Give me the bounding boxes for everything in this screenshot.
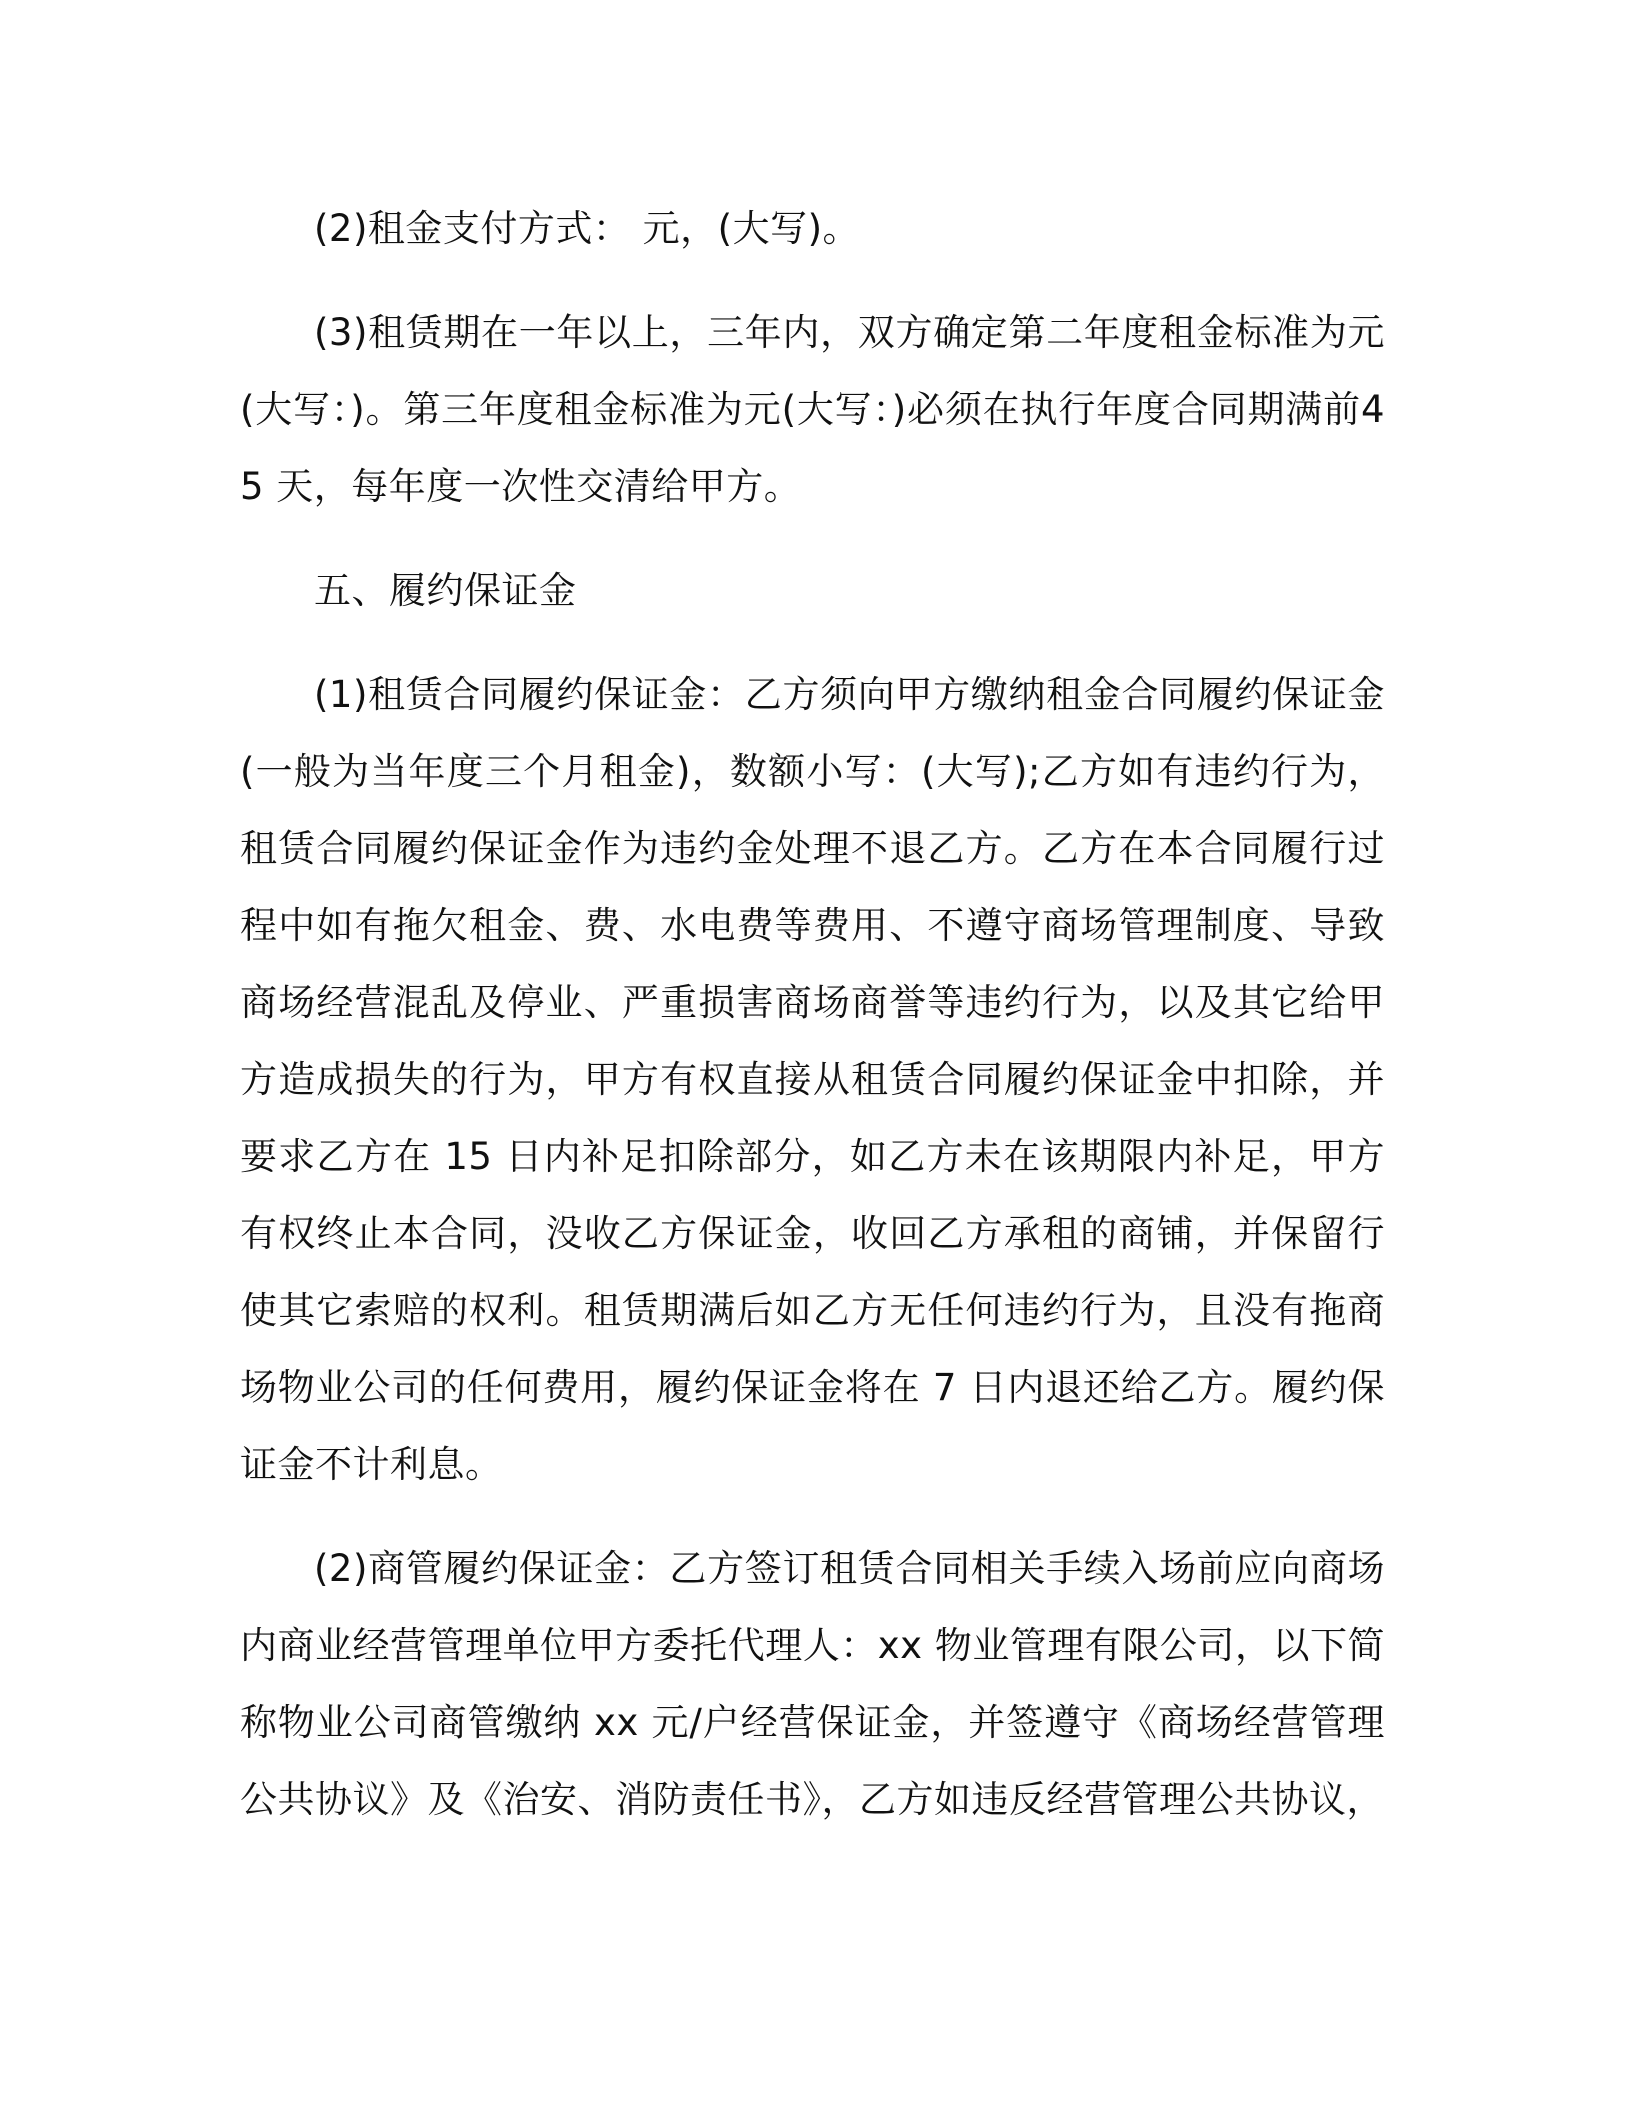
document-body [240,190,1385,1865]
paragraph-rent-standard-years: (3)租赁期在一年以上，三年内，双方确定第二年度租金标准为元(大写：)。第三年度租金标准为元(大写：)必须在执行年度合同期满前45 天，每年度一次性交清给甲方。 [240,311,1385,508]
paragraph-lease-performance-bond: (1)租赁合同履约保证金：乙方须向甲方缴纳租金合同履约保证金(一般为当年度三个月租金)，数额小写：(大写);乙方如有违约行为，租赁合同履约保证金作为违约金处理不退乙方。乙方在本合同履行过程中如有拖欠租金、费、水电费等费用、不遵守商场管理制度、导致商场经营混乱及停业、严重损害商场商誉等违约行为，以及其它给甲方造成损失的行为，甲方有权直接从租赁合同履约保证金中扣除，并要求乙方在 15 日内补足扣除部分，如乙方未在该期限内补足，甲方有权终止本合同，没收乙方保证金，收回乙方承租的商铺，并保留行使其它索赔的权利。租赁期满后如乙方无任何违约行为，且没有拖商场物业公司的任何费用，履约保证金将在 7 日内退还给乙方。履约保证金不计利息。 [240,673,1385,1486]
paragraph-management-performance-bond: (2)商管履约保证金：乙方签订租赁合同相关手续入场前应向商场内商业经营管理单位甲方委托代理人：xx 物业管理有限公司，以下简称物业公司商管缴纳 xx 元/户经营保证金，并签遵守《商场经营管理公共协议》及《治安、消防责任书》，乙方如违反经营管理公共协议， [240,1547,1385,1821]
paragraph-rent-payment-method: (2)租金支付方式： 元，(大写)。 [314,207,861,250]
section-heading-performance-bond: 五、履约保证金 [314,569,577,612]
